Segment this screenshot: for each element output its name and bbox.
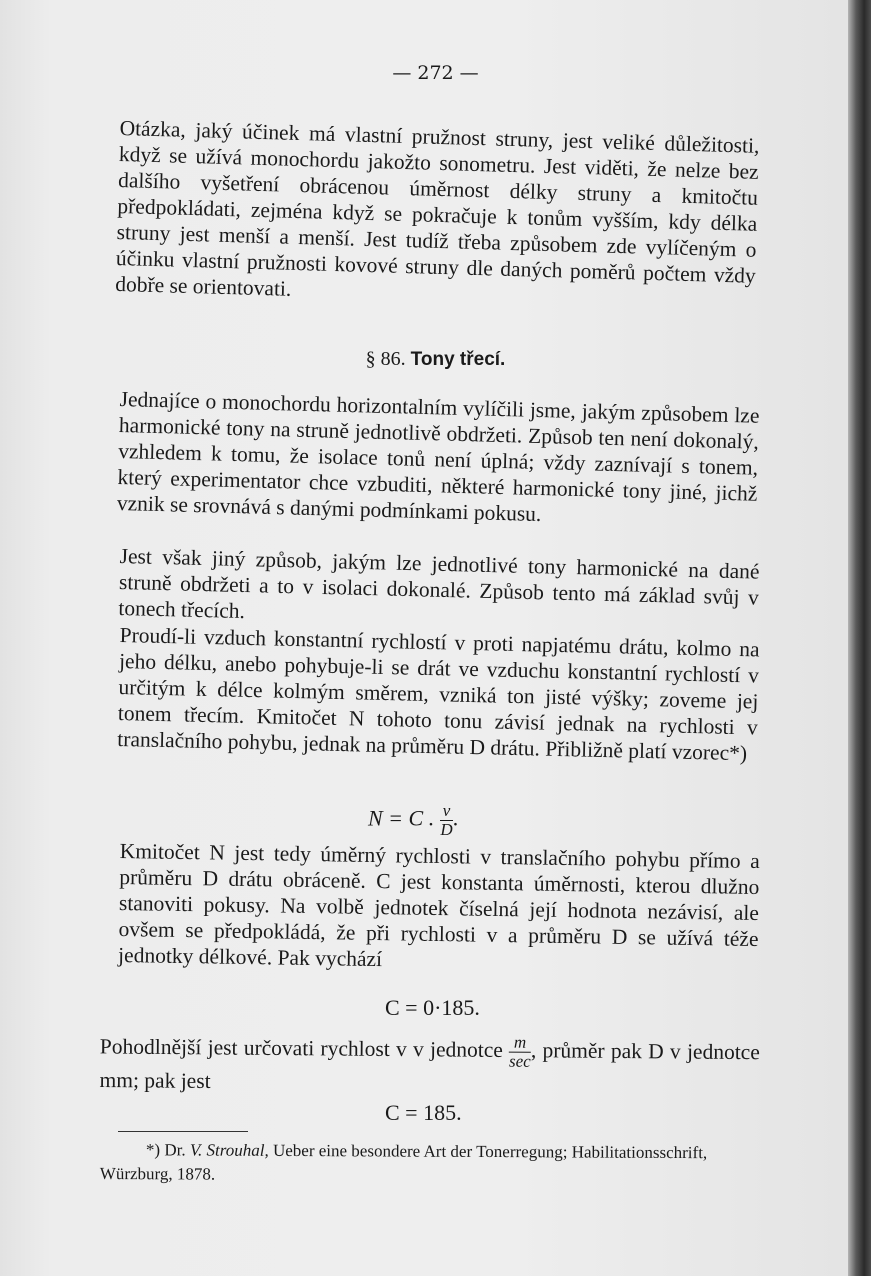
paragraph-air-flow: Proudí-li vzduch konstantní rychlostí v proti napjatému drátu, kolmo na jeho délku, anebo pohybuje-li se drát ve vzduchu konstantní rychlostí v určitým k délce kolmým směrem, vzniká ton jisté výšky; zoveme jej tonem třecím. Kmitočet N tohoto tonu závisí jednak na rychlosti v translačního pohybu, jednak na průměru D drátu. Přibližně platí vzorec*) <box>117 622 760 766</box>
paragraph-sonometer: Otázka, jaký účinek má vlastní pružnost struny, jest veliké důležitosti, když se užívá monochordu jakožto sonometru. Jest viděti, že nelze bez dalšího vyšetření obrácenou úměrnost délky struny a kmitočtu předpokládati, zejména když se pokračuje k tonům vyšším, kdy délka struny jest menší a menší. Jest tudíž třeba způsobem zde vylíčeným o účinku vlastní pružnosti kovové struny dle daných poměrů počtem vždy dobře se orientovati. <box>114 115 760 301</box>
fraction-v-over-d: $\frac{v}{D}$ <box>440 801 453 839</box>
section-number: § 86. <box>365 348 406 370</box>
paragraph-units: Pohodlnější jest určovati rychlost v v jednotce $\frac{m}{\sec}$ , průměr pak D v jednotce mm; pak jest <box>99 1032 760 1093</box>
footnote-author: V. Strouhal, <box>189 1140 269 1160</box>
formula-constant-1: C = 0·185. <box>385 995 480 1020</box>
page-number: — 272 — <box>392 62 479 84</box>
paragraph-monochord: Jednajíce o monochordu horizontalním vylíčili jsme, jakým způsobem lze harmonické tony na struně jednotlivě obdržeti. Způsob ten není dokonalý, vzhledem k tomu, že isolace tonů není úplná; vždy zaznívají s tonem, který experimentator chce vzbuditi, některé harmonické tony jiné, jichž vznik se srovnává s danými podmínkami pokusu. <box>116 386 760 527</box>
section-heading <box>0 348 871 371</box>
paragraph-other-method: Jest však jiný způsob, jakým lze jednotlivé tony harmonické na dané struně obdržeti a to v isolaci dokonalé. Způsob tento má základ svůj v tonech třecích. <box>118 543 760 624</box>
footnote: *) Dr. V. Strouhal, Ueber eine besondere Art der Tonerregung; Habilitationsschrift, Würzburg, 1878. <box>99 1140 708 1184</box>
section-title: Tony třecí. <box>410 349 506 370</box>
paragraph-proportionality: Kmitočet N jest tedy úměrný rychlosti v translačního pohybu přímo a průměru D drátu obráceně. C jest konstanta úměrnosti, kterou dlužno stanoviti pokusy. Na volbě jednotek číselná její hodnota nezávisí, ale ovšem se předpokládá, že při rychlosti v a průměru D se užívá téže jednotky délkové. Pak vychází <box>117 838 760 972</box>
footnote-divider <box>118 1131 248 1132</box>
formula-constant-2: C = 185. <box>385 1100 462 1125</box>
formula-frequency: N = C . $\frac{v}{D}$ . <box>368 801 459 839</box>
fraction-m-over-sec: $\frac{m}{\sec}$ <box>508 1032 531 1071</box>
book-binding-edge <box>848 0 871 1276</box>
